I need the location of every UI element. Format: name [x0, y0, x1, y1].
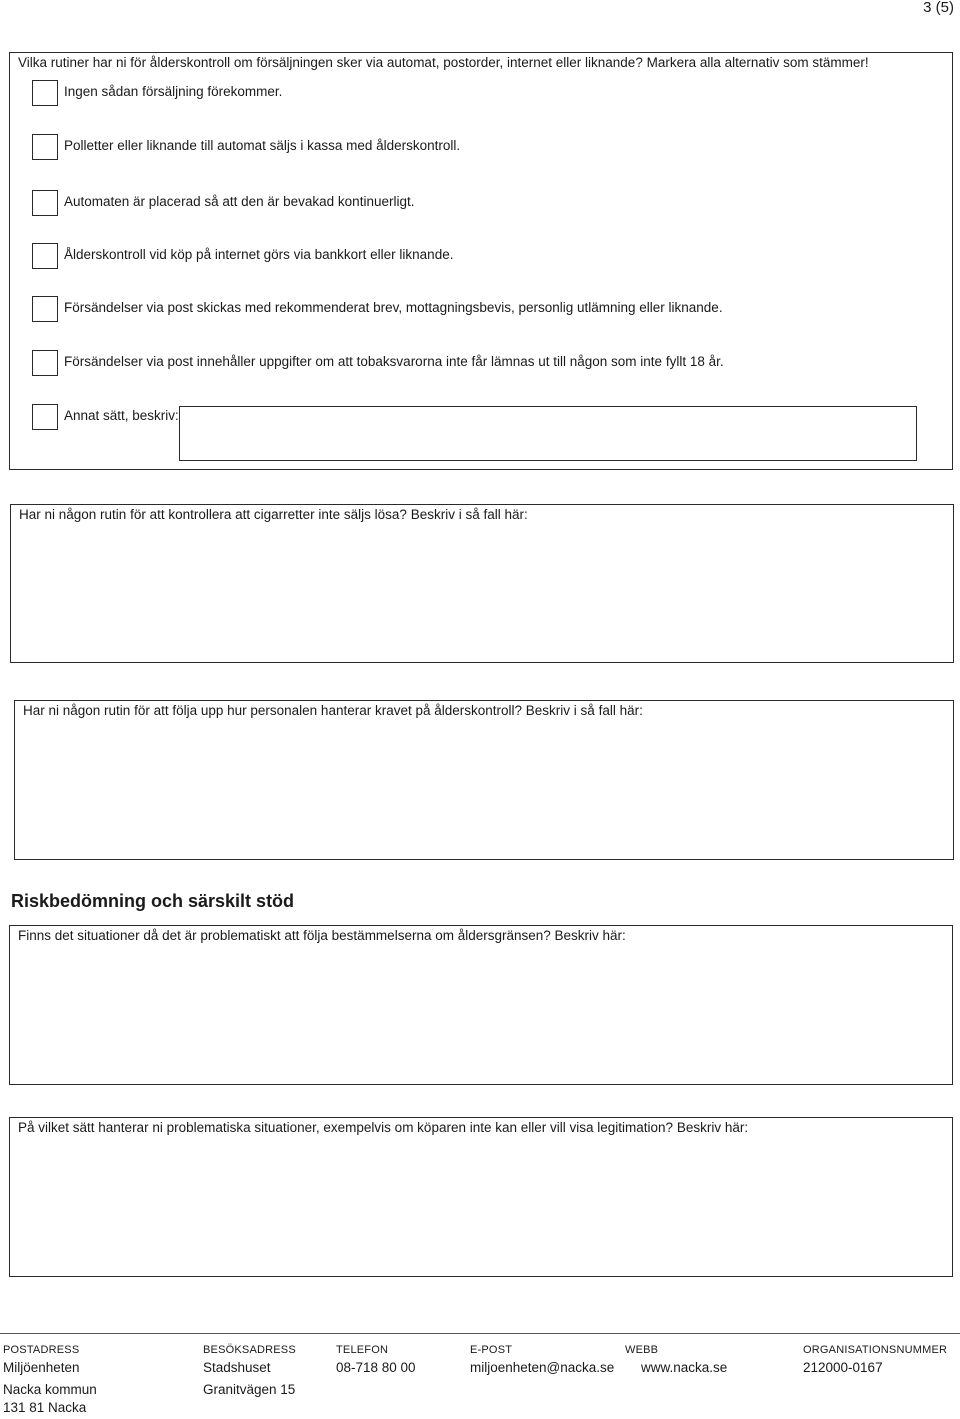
- option-checkbox[interactable]: [32, 80, 58, 106]
- footer-telefon-header: TELEFON: [336, 1344, 389, 1356]
- footer-orgnr-value: 212000-0167: [803, 1360, 883, 1375]
- staff-followup-field[interactable]: [14, 700, 954, 860]
- footer-postadress-line-1: Miljöenheten: [3, 1360, 80, 1375]
- option-label: Försändelser via post innehåller uppgifter om att tobaksvarorna inte får lämnas ut till någon som inte fyllt 18 år.: [64, 354, 724, 369]
- footer-postadress-line-2: Nacka kommun: [3, 1382, 97, 1397]
- option-checkbox[interactable]: [32, 190, 58, 216]
- footer-besoksadress-header: BESÖKSADRESS: [203, 1344, 296, 1356]
- option-checkbox[interactable]: [32, 350, 58, 376]
- page-number: 3 (5): [923, 0, 954, 16]
- option-label: Automaten är placerad så att den är bevakad kontinuerligt.: [64, 194, 415, 209]
- age-check-section: [9, 52, 953, 470]
- option-checkbox[interactable]: [32, 296, 58, 322]
- footer-orgnr-header: ORGANISATIONSNUMMER: [803, 1344, 948, 1356]
- staff-followup-question: Har ni någon rutin för att följa upp hur personalen hanterar kravet på ålderskontroll? Beskriv i så fall här:: [23, 703, 643, 718]
- footer-webb-value[interactable]: www.nacka.se: [641, 1360, 728, 1375]
- risk-situations-question: Finns det situationer då det är problematiskt att följa bestämmelserna om åldersgränsen? Beskriv här:: [18, 928, 626, 943]
- option-checkbox[interactable]: [32, 134, 58, 160]
- age-check-question: Vilka rutiner har ni för ålderskontroll om försäljningen sker via automat, postorder, internet eller liknande? Markera alla alternativ som stämmer!: [18, 55, 869, 70]
- risk-handling-question: På vilket sätt hanterar ni problematiska situationer, exempelvis om köparen inte kan eller vill visa legitimation? Beskriv här:: [18, 1120, 749, 1135]
- footer-postadress-line-3: 131 81 Nacka: [3, 1400, 87, 1415]
- option-label: Ingen sådan försäljning förekommer.: [64, 84, 283, 99]
- risk-section-heading: Riskbedömning och särskilt stöd: [11, 891, 295, 911]
- loose-cigarettes-question: Har ni någon rutin för att kontrollera att cigarretter inte säljs lösa? Beskriv i så fall här:: [19, 507, 528, 522]
- footer-besoksadress-line-1: Stadshuset: [203, 1360, 271, 1375]
- risk-situations-field[interactable]: [9, 925, 953, 1085]
- footer-divider: [0, 1333, 960, 1334]
- option-label: Polletter eller liknande till automat säljs i kassa med ålderskontroll.: [64, 138, 461, 153]
- footer-postadress-header: POSTADRESS: [3, 1344, 80, 1356]
- footer-webb-header: WEBB: [625, 1344, 659, 1356]
- option-label: Ålderskontroll vid köp på internet görs via bankkort eller liknande.: [64, 247, 454, 262]
- footer-epost-value[interactable]: miljoenheten@nacka.se: [470, 1360, 615, 1375]
- risk-handling-field[interactable]: [9, 1117, 953, 1277]
- footer-telefon-value: 08-718 80 00: [336, 1360, 416, 1375]
- loose-cigarettes-field[interactable]: [10, 504, 954, 663]
- footer-epost-header: E-POST: [470, 1344, 513, 1356]
- option-label: Försändelser via post skickas med rekommenderat brev, mottagningsbevis, personlig utlämning eller liknande.: [64, 300, 723, 315]
- footer-besoksadress-line-2: Granitvägen 15: [203, 1382, 296, 1397]
- option-label: Annat sätt, beskriv:: [64, 408, 179, 423]
- other-description-field[interactable]: [179, 406, 917, 461]
- option-checkbox[interactable]: [32, 243, 58, 269]
- option-checkbox[interactable]: [32, 404, 58, 430]
